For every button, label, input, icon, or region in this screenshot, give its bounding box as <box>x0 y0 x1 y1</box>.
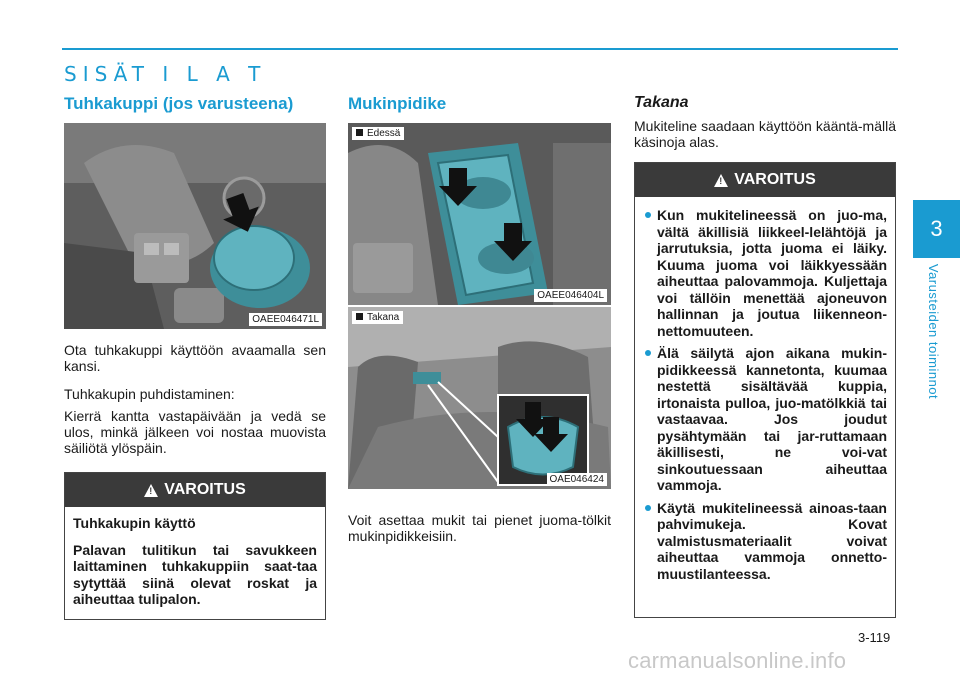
ashtray-warning-header <box>65 473 325 507</box>
cupholder-rear-tag: Takana <box>352 311 403 324</box>
rear-text: Mukiteline saadaan käyttöön kääntä-mällä käsinoja alas. <box>634 118 896 150</box>
ashtray-text-open: Ota tuhkakuppi käyttöön avaamalla sen kansi. <box>64 342 326 374</box>
cupholder-rear-photo <box>348 307 611 489</box>
ashtray-image-code: OAEE046471L <box>249 313 322 326</box>
ashtray-text-clean-title: Tuhkakupin puhdistaminen: <box>64 386 235 402</box>
cupholder-front-photo <box>348 123 611 305</box>
ashtray-text-clean: Kierrä kantta vastapäivään ja vedä se ulos, minkä jälkeen voi nostaa muovista säiliötä ylöspäin. <box>64 408 326 456</box>
cupholder-text: Voit asettaa mukit tai pienet juoma-tölkit mukinpidikkeisiin. <box>348 512 611 544</box>
chapter-label: Varusteiden toiminnot <box>926 263 942 399</box>
section-title: SISÄT I L A T <box>64 62 267 86</box>
cupholder-front-tag: Edessä <box>352 127 404 140</box>
rear-heading: Takana <box>634 94 689 111</box>
cupholder-rear-code: OAE046424 <box>547 473 608 486</box>
ashtray-warning-title: VAROITUS <box>164 481 246 498</box>
rear-warning-header <box>635 163 895 197</box>
rear-warning-item: Kun mukitelineessä on juo-ma, vältä äkillisiä liikkeel-lelähtöjä ja jarrutuksia, jotta juoma ei läiky. Kuuma juoma voi läikkyessään aiheuttaa palovammoja. Kuljettaja voi tällöin menettää ajoneuvon hallinnan ja joutua liikenneon-nettomuuteen. <box>643 207 887 339</box>
ashtray-heading: Tuhkakuppi (jos varusteena) <box>64 94 294 113</box>
rear-warning-item: Käytä mukitelineessä ainoas-taan pahvimukeja. Kovat valmistusmateriaalit voivat aiheuttaa vammoja onnetto-muustilanteessa. <box>643 500 887 583</box>
chapter-tab: 3 <box>913 200 960 258</box>
ashtray-photo <box>64 123 326 329</box>
ashtray-warning-text: Palavan tulitikun tai savukkeen laittaminen tuhkakuppiin saat-taa sytyttää siinä olevat roskat ja aiheuttaa tulipalon. <box>73 541 317 607</box>
warning-icon <box>144 484 158 497</box>
watermark: carmanualsonline.info <box>628 648 847 673</box>
rear-warning-title: VAROITUS <box>734 171 816 188</box>
ashtray-warning-box <box>64 472 326 620</box>
page-number: 3-119 <box>858 630 891 645</box>
rear-warning-item: Älä säilytä ajon aikana mukin-pidikkeessä kannetonta, kuumaa nestettä sisältävää kuppia, irtonaista pulloa, juo-matölkkiä tai vastaavaa. Jos joudut pysähtymään tai jar-ruttamaan äkillisesti, ne voi-vat sinkoutuessaan aiheuttaa vammoja. <box>643 345 887 494</box>
rear-warning-box <box>634 162 896 618</box>
ashtray-warning-subtitle: Tuhkakupin käyttö <box>73 515 196 531</box>
warning-icon <box>714 174 728 187</box>
top-rule <box>62 48 898 50</box>
cupholder-heading: Mukinpidike <box>348 94 447 113</box>
cupholder-front-code: OAEE046404L <box>534 289 607 302</box>
